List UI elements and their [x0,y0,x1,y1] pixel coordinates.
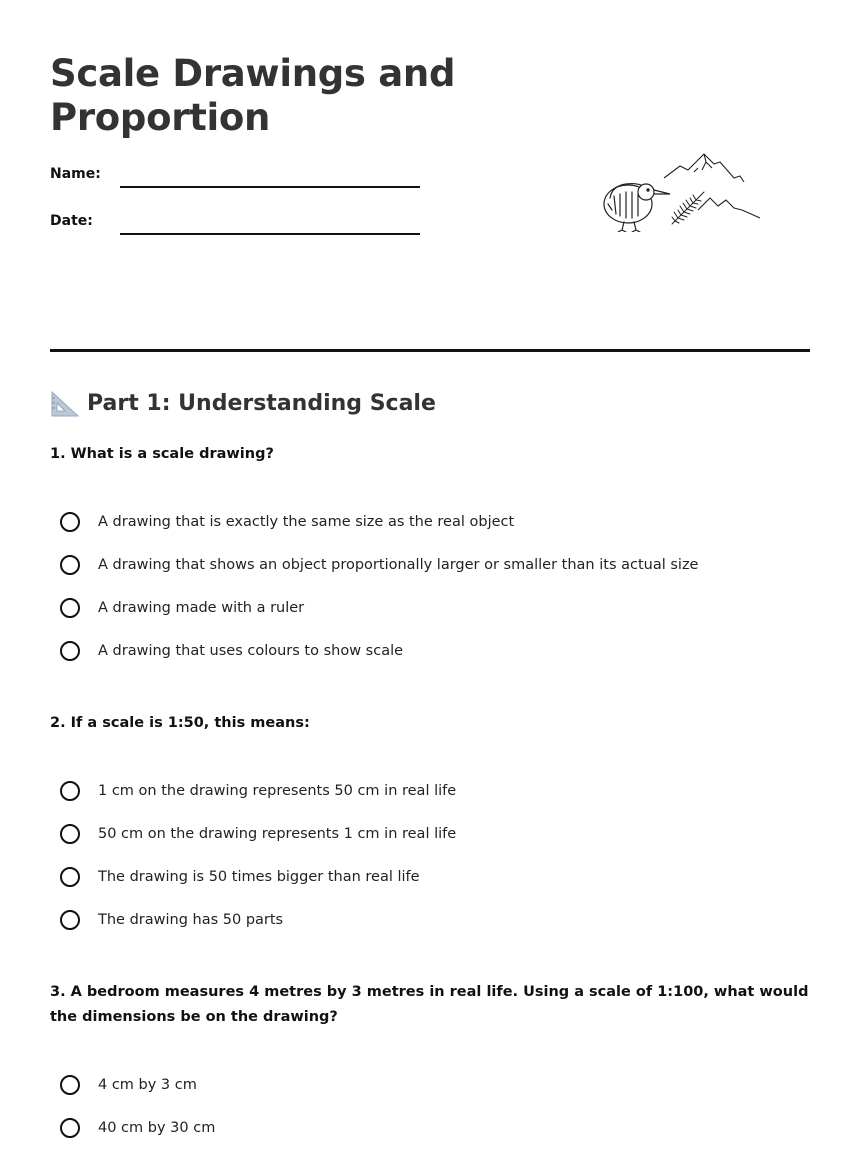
answer-label: 40 cm by 30 cm [98,1120,216,1136]
question-text: 3. A bedroom measures 4 metres by 3 metres in real life. Using a scale of 1:100, what would the dimensions be on the drawing? [50,984,809,1025]
header-divider [50,349,810,352]
question-2-options [60,781,800,953]
answer-option[interactable] [60,867,800,910]
set-square-icon [50,390,80,418]
answer-option[interactable] [60,641,800,684]
date-field-row [50,213,420,237]
radio-button[interactable] [60,824,80,844]
answer-label: A drawing made with a ruler [98,600,305,616]
answer-label: A drawing that is exactly the same size as the real object [98,514,515,530]
question-text: 1. What is a scale drawing? [50,446,274,462]
radio-button[interactable] [60,867,80,887]
answer-label: The drawing has 50 parts [98,912,284,928]
answer-option[interactable] [60,781,800,824]
radio-button[interactable] [60,1075,80,1095]
question-3-options [60,1075,800,1161]
answer-option[interactable] [60,910,800,953]
radio-button[interactable] [60,1118,80,1138]
name-field-row [50,166,420,190]
question-1-options [60,512,800,684]
answer-option[interactable] [60,1118,800,1161]
answer-option[interactable] [60,555,800,598]
answer-option[interactable] [60,1075,800,1118]
question-text: 2. If a scale is 1:50, this means: [50,715,310,731]
name-label: Name: [50,166,101,182]
kiwi-mountains-illustration [602,148,768,232]
answer-label: A drawing that shows an object proportionally larger or smaller than its actual size [98,557,699,573]
radio-button[interactable] [60,910,80,930]
kiwi-bird-icon [604,184,670,232]
question-3 [50,980,810,1030]
name-write-line[interactable] [120,186,420,188]
answer-label: The drawing is 50 times bigger than real life [98,869,420,885]
section-title: Part 1: Understanding Scale [87,391,436,416]
date-write-line[interactable] [120,233,420,235]
mountains-icon [664,154,760,218]
fern-icon [672,192,704,224]
question-2 [50,711,810,736]
radio-button[interactable] [60,598,80,618]
answer-label: 4 cm by 3 cm [98,1077,197,1093]
date-label: Date: [50,213,93,229]
radio-button[interactable] [60,555,80,575]
answer-label: 1 cm on the drawing represents 50 cm in real life [98,783,457,799]
answer-label: 50 cm on the drawing represents 1 cm in real life [98,826,457,842]
radio-button[interactable] [60,781,80,801]
page-title: Scale Drawings and Proportion [50,52,456,139]
section-heading [50,388,650,420]
answer-option[interactable] [60,598,800,641]
answer-option[interactable] [60,512,800,555]
answer-option[interactable] [60,824,800,867]
radio-button[interactable] [60,641,80,661]
radio-button[interactable] [60,512,80,532]
answer-label: A drawing that uses colours to show scale [98,643,404,659]
question-1 [50,442,810,467]
